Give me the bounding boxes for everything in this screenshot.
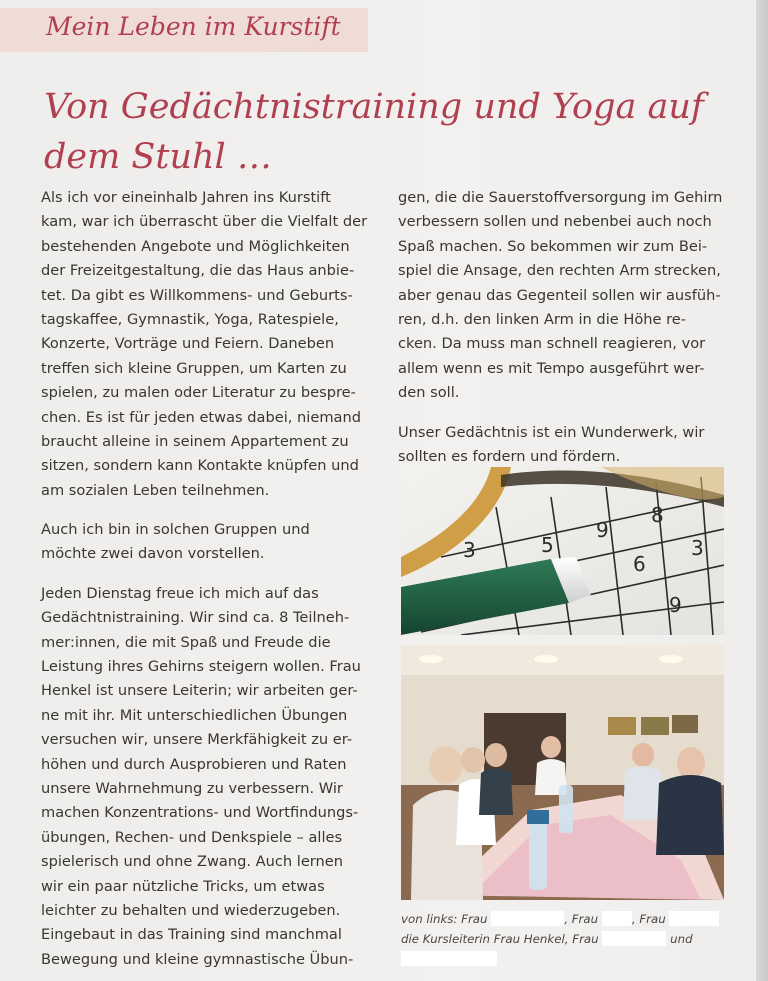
caption-text: , Frau — [564, 912, 599, 926]
text-line: Unser Gedächtnis ist ein Wunderwerk, wir — [398, 423, 705, 441]
text-line: Eingebaut in das Training sind manchmal — [41, 926, 342, 944]
text-line: höhen und durch Ausprobieren und Raten — [41, 755, 347, 773]
caption-line-2 — [401, 929, 731, 949]
redacted-name — [401, 951, 497, 966]
article-headline — [44, 82, 734, 182]
text-line: möchte zwei davon vorstellen. — [41, 545, 265, 563]
text-line: Konzerte, Vorträge und Feiern. Daneben — [41, 335, 335, 353]
right-text-column — [398, 186, 724, 469]
sudoku-digit: 3 — [691, 536, 704, 560]
text-line: braucht alleine in seinem Appartement zu — [41, 432, 349, 450]
text-line: übungen, Rechen- und Denkspiele – alles — [41, 828, 343, 846]
text-line: spielerisch und ohne Zwang. Auch lernen — [41, 853, 344, 871]
sudoku-digit: 9 — [596, 518, 609, 542]
text-line: unsere Wahrnehmung zu verbessern. Wir — [41, 779, 343, 797]
sudoku-photo — [401, 467, 724, 635]
text-line: sitzen, sondern kann Kontakte knüpfen und — [41, 457, 359, 475]
text-line: sollten es fordern und fördern. — [398, 447, 621, 465]
caption-text: und — [670, 932, 693, 946]
redacted-name — [602, 911, 632, 926]
text-line: mer:innen, die mit Spaß und Freude die — [41, 633, 331, 651]
text-line: allem wenn es mit Tempo ausgeführt wer- — [398, 359, 705, 377]
text-line: spiel die Ansage, den rechten Arm strecken, — [398, 262, 721, 280]
caption-text: die Kursleiterin Frau Henkel, Frau — [401, 932, 599, 946]
section-label: Mein Leben im Kurstift — [46, 12, 341, 41]
sudoku-illustration — [401, 467, 724, 635]
text-line: wir ein paar nützliche Tricks, um etwas — [41, 877, 325, 895]
photo-caption — [401, 909, 731, 969]
text-line: Jeden Dienstag freue ich mich auf das — [41, 584, 319, 602]
group-photo — [401, 645, 724, 900]
text-line: tagskaffee, Gymnastik, Yoga, Ratespiele, — [41, 310, 339, 328]
paragraph-gap — [398, 406, 724, 421]
text-line: am sozialen Leben teilnehmen. — [41, 481, 270, 499]
sudoku-digit: 8 — [651, 503, 664, 527]
text-line: den soll. — [398, 384, 460, 402]
text-line: Als ich vor eineinhalb Jahren ins Kurstift — [41, 189, 331, 206]
text-line: leichter zu behalten und wiederzugeben. — [41, 901, 341, 919]
redacted-name — [602, 931, 666, 946]
sudoku-digit: 3 — [463, 538, 476, 562]
text-line: tet. Da gibt es Willkommens- und Geburts- — [41, 286, 353, 304]
sudoku-digit: 5 — [541, 533, 554, 557]
text-line: Gedächtnistraining. Wir sind ca. 8 Teilneh- — [41, 609, 350, 627]
text-line: spielen, zu malen oder Literatur zu bespre- — [41, 384, 356, 402]
text-line: versuchen wir, unsere Merkfähigkeit zu er- — [41, 731, 353, 749]
text-line: Spaß machen. So bekommen wir zum Bei- — [398, 237, 708, 255]
caption-line-1 — [401, 909, 731, 929]
text-line: verbessern sollen und nebenbei auch noch — [398, 213, 712, 231]
caption-text: , Frau — [631, 912, 666, 926]
text-line: bestehenden Angebote und Möglichkeiten — [41, 237, 350, 255]
caption-line-3 — [401, 949, 731, 969]
text-line: Bewegung und kleine gymnastische Übun- — [41, 950, 354, 968]
redacted-name — [669, 911, 719, 926]
text-line: Leistung ihres Gehirns steigern wollen. Frau — [41, 658, 361, 676]
text-line: der Freizeitgestaltung, die das Haus anbie- — [41, 262, 355, 280]
text-line: kam, war ich überrascht über die Vielfalt der — [41, 213, 368, 231]
paragraph-gap — [41, 567, 371, 582]
text-line: Henkel ist unsere Leiterin; wir arbeiten ger- — [41, 682, 358, 700]
text-line: cken. Da muss man schnell reagieren, vor — [398, 335, 706, 353]
group-photo-illustration — [401, 645, 724, 900]
text-line: ren, d.h. den linken Arm in die Höhe re- — [398, 310, 687, 328]
sudoku-digit: 9 — [669, 593, 682, 617]
text-line: treffen sich kleine Gruppen, um Karten zu — [41, 359, 347, 377]
text-line: machen Konzentrations- und Wortfindungs- — [41, 804, 359, 822]
redacted-name — [491, 911, 564, 926]
headline-line-1: Von Gedächtnistraining und Yoga auf — [44, 87, 704, 127]
text-line: gen, die die Sauerstoffversorgung im Gehirn — [398, 189, 723, 206]
headline-line-2: dem Stuhl … — [44, 137, 272, 177]
left-text-column — [41, 186, 371, 972]
paragraph-gap — [41, 503, 371, 518]
text-line: chen. Es ist für jeden etwas dabei, niemand — [41, 408, 362, 426]
text-line: Auch ich bin in solchen Gruppen und — [41, 521, 310, 539]
text-line: ne mit ihr. Mit unterschiedlichen Übungen — [41, 706, 348, 724]
text-line: aber genau das Gegenteil sollen wir ausfüh- — [398, 286, 721, 304]
sudoku-digit: 6 — [633, 552, 646, 576]
caption-text: von links: Frau — [401, 912, 488, 926]
page-edge — [756, 0, 768, 981]
